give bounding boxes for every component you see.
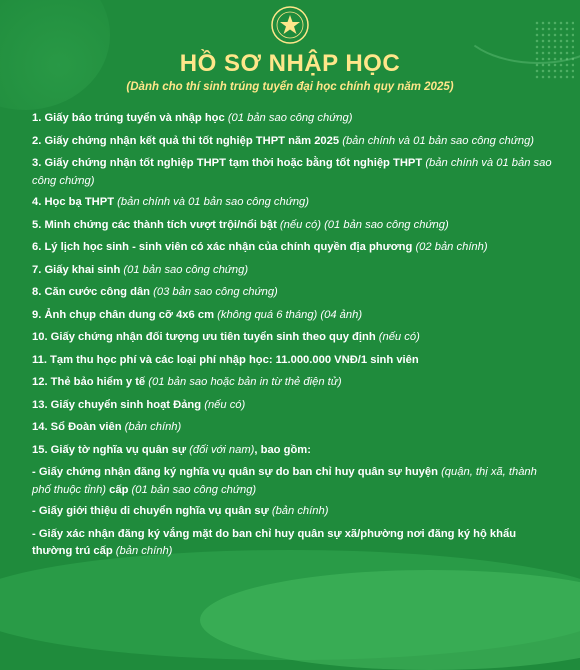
item-main: 11. Tạm thu học phí và các loại phí nhập học: 11.000.000 VNĐ/1 sinh viên <box>32 353 419 366</box>
document-list <box>32 110 552 565</box>
item-note: (nếu có) <box>201 398 246 411</box>
sub-list-item <box>32 464 552 499</box>
sub-item-note-2: (01 bản sao công chứng) <box>128 483 257 496</box>
sub-item-tail: cấp <box>106 483 129 496</box>
list-item <box>32 194 552 212</box>
sub-item-main: - Giấy chứng nhận đăng ký nghĩa vụ quân sự do ban chỉ huy quân sự huyện <box>32 466 438 478</box>
item-main: 4. Học bạ THPT <box>32 196 115 208</box>
item-main: 9. Ảnh chụp chân dung cỡ 4x6 cm <box>32 308 215 321</box>
item-tail: , bao gồm: <box>254 443 311 456</box>
item-main: 13. Giấy chuyển sinh hoạt Đảng <box>32 398 202 411</box>
sub-list-item <box>32 503 552 521</box>
item-note: (bản chính và 01 bản sao công chứng) <box>32 157 552 187</box>
item-note: (01 bản sao hoặc bản in từ thẻ điện tử) <box>145 376 342 388</box>
item-main: 5. Minh chứng các thành tích vượt trội/nổi bật <box>32 218 277 231</box>
item-note: (nếu có) <box>375 331 420 343</box>
item-note: (01 bản sao công chứng) <box>224 112 353 124</box>
item-note: (03 bản sao công chứng) <box>150 286 278 298</box>
item-main: 8. Căn cước công dân <box>32 286 151 298</box>
item-main: 3. Giấy chứng nhận tốt nghiệp THPT tạm thời hoặc bằng tốt nghiệp THPT <box>32 157 423 169</box>
list-item <box>32 262 552 280</box>
sub-list-item <box>32 526 552 561</box>
list-item <box>32 419 552 437</box>
item-main: 1. Giấy báo trúng tuyển và nhập học <box>32 112 225 124</box>
item-note: (02 bản chính) <box>412 241 488 253</box>
list-item <box>32 307 552 325</box>
list-item <box>32 155 552 190</box>
list-item <box>32 352 552 370</box>
item-main: 6. Lý lịch học sinh - sinh viên có xác nhận của chính quyền địa phương <box>32 241 413 253</box>
item-main: 15. Giấy tờ nghĩa vụ quân sự <box>32 443 187 456</box>
item-note: (bản chính và 01 bản sao công chứng) <box>114 196 309 208</box>
item-main: 7. Giấy khai sinh <box>32 263 121 276</box>
page-title: HỒ SƠ NHẬP HỌC <box>179 50 401 77</box>
item-note: (bản chính) <box>121 421 182 433</box>
item-main: 10. Giấy chứng nhận đối tượng ưu tiên tuyển sinh theo quy định <box>32 331 376 343</box>
item-main: 14. Sổ Đoàn viên <box>32 421 122 433</box>
item-note: (đối với nam) <box>186 443 255 456</box>
list-item <box>32 217 552 235</box>
item-main: 12. Thẻ bảo hiểm y tế <box>32 376 146 388</box>
list-item <box>32 329 552 347</box>
item-note: (01 bản sao công chứng) <box>120 263 249 276</box>
list-item <box>32 374 552 392</box>
sub-item-main: - Giấy giới thiệu di chuyển nghĩa vụ quân sự <box>32 505 269 517</box>
item-note: (bản chính và 01 bản sao công chứng) <box>339 134 535 147</box>
item-main: 2. Giấy chứng nhận kết quả thi tốt nghiệp THPT năm 2025 <box>32 134 340 147</box>
list-item <box>32 239 552 257</box>
list-item <box>32 397 552 415</box>
list-item <box>32 133 552 151</box>
sub-item-note: (quận, thị xã, thành phố thuộc tỉnh) <box>32 466 537 496</box>
list-item <box>32 442 552 460</box>
item-note: (nếu có) (01 bản sao công chứng) <box>276 218 449 231</box>
item-note: (không quá 6 tháng) (04 ảnh) <box>214 308 363 321</box>
sub-item-note: (bản chính) <box>268 505 329 517</box>
list-item <box>32 110 552 128</box>
sub-item-note: (bản chính) <box>112 545 173 557</box>
university-seal-logo <box>271 6 309 44</box>
page-subtitle: (Dành cho thí sinh trúng tuyển đại học chính quy năm 2025) <box>126 81 454 93</box>
list-item <box>32 284 552 302</box>
sub-item-main: - Giấy xác nhận đăng ký vắng mặt do ban chỉ huy quân sự xã/phường nơi đăng ký hộ khẩu thường trú cấp <box>32 527 517 557</box>
